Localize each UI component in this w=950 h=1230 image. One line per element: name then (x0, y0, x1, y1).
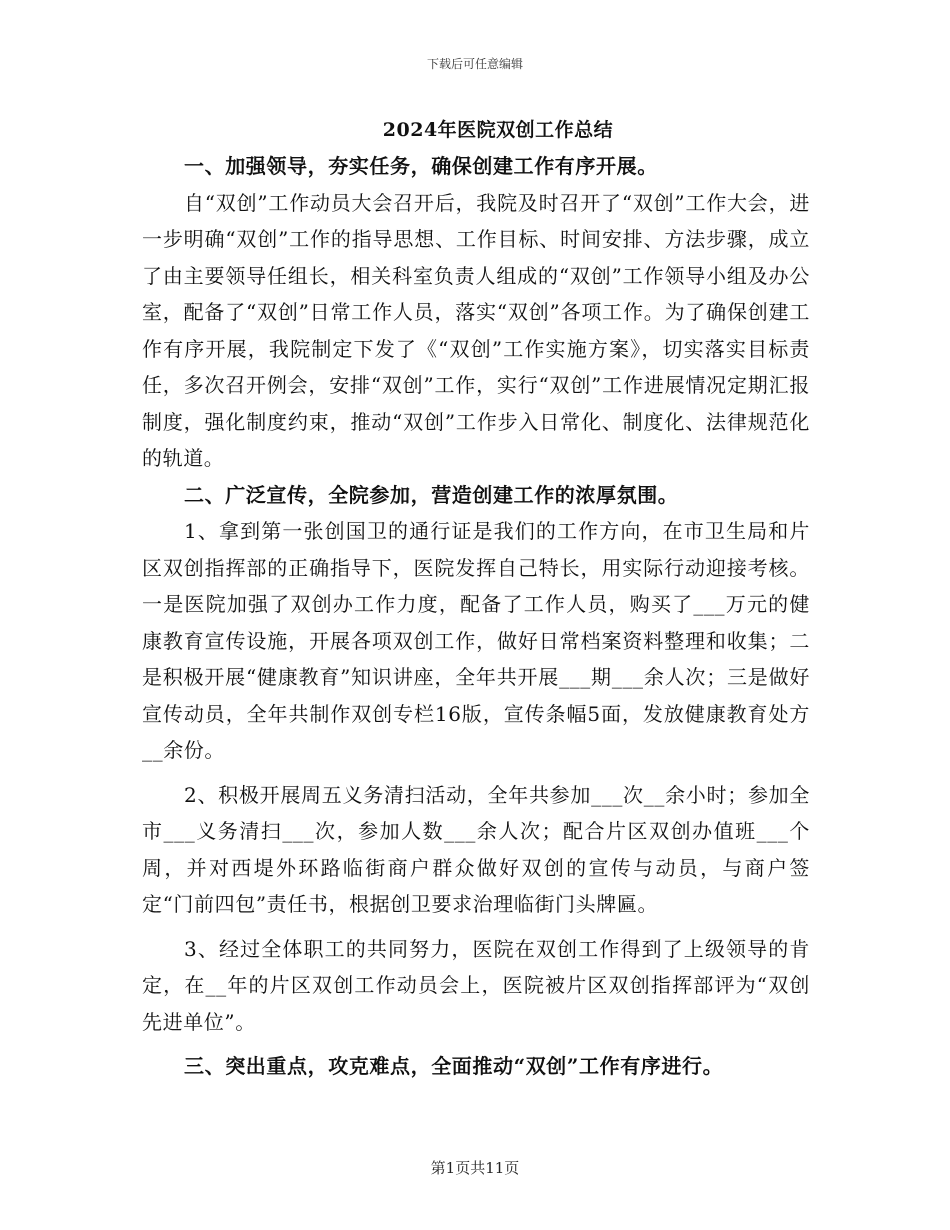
section-heading-3: 三、突出重点，攻克难点，全面推动“双创”工作有序进行。 (184, 1054, 724, 1078)
document-title: 2024年医院双创工作总结 (382, 119, 614, 141)
paragraph: 3、经过全体职工的共同努力，医院在双创工作得到了上级领导的肯定，在__年的片区双创工作动员会上，医院被片区双创指挥部评为“双创先进单位”。 (142, 936, 810, 1034)
section-heading-1: 一、加强领导，夯实任务，确保创建工作有序开展。 (184, 154, 658, 178)
page-header: 下载后可任意编辑 (426, 57, 523, 71)
page-footer: 第1页共11页 (430, 1159, 520, 1177)
section-heading-2: 二、广泛宣传，全院参加，营造创建工作的浓厚氛围。 (184, 482, 679, 507)
paragraph: 1、拿到第一张创国卫的通行证是我们的工作方向，在市卫生局和片区双创指挥部的正确指导下，医院发挥自己特长，用实际行动迎接考核。一是医院加强了双创办工作力度，配备了工作人员，购买了___万元的健康教育宣传设施，开展各项双创工作，做好日常档案资料整理和收集；二是积极开展“健康教育”知识讲座，全年共开展___期___余人次；三是做好宣传动员，全年共制作双创专栏16版，宣传条幅5面，发放健康教育处方__余份。 (142, 519, 810, 762)
document-body (142, 148, 810, 1085)
paragraph: 自“双创”工作动员大会召开后，我院及时召开了“双创”工作大会，进一步明确“双创”工作的指导思想、工作目标、时间安排、方法步骤，成立了由主要领导任组长，相关科室负责人组成的“双创”工作领导小组及办公室，配备了“双创”日常工作人员，落实“双创”各项工作。为了确保创建工作有序开展，我院制定下发了《“双创”工作实施方案》，切实落实目标责任，多次召开例会，安排“双创”工作，实行“双创”工作进展情况定期汇报制度，强化制度约束，推动“双创”工作步入日常化、制度化、法律规范化的轨道。 (142, 190, 810, 470)
paragraph: 2、积极开展周五义务清扫活动，全年共参加___次__余小时；参加全市___义务清扫___次，参加人数___余人次；配合片区双创办值班___个周，并对西堤外环路临街商户群众做好双创的宣传与动员，与商户签定“门前四包”责任书，根据创卫要求治理临街门头牌匾。 (142, 782, 810, 916)
